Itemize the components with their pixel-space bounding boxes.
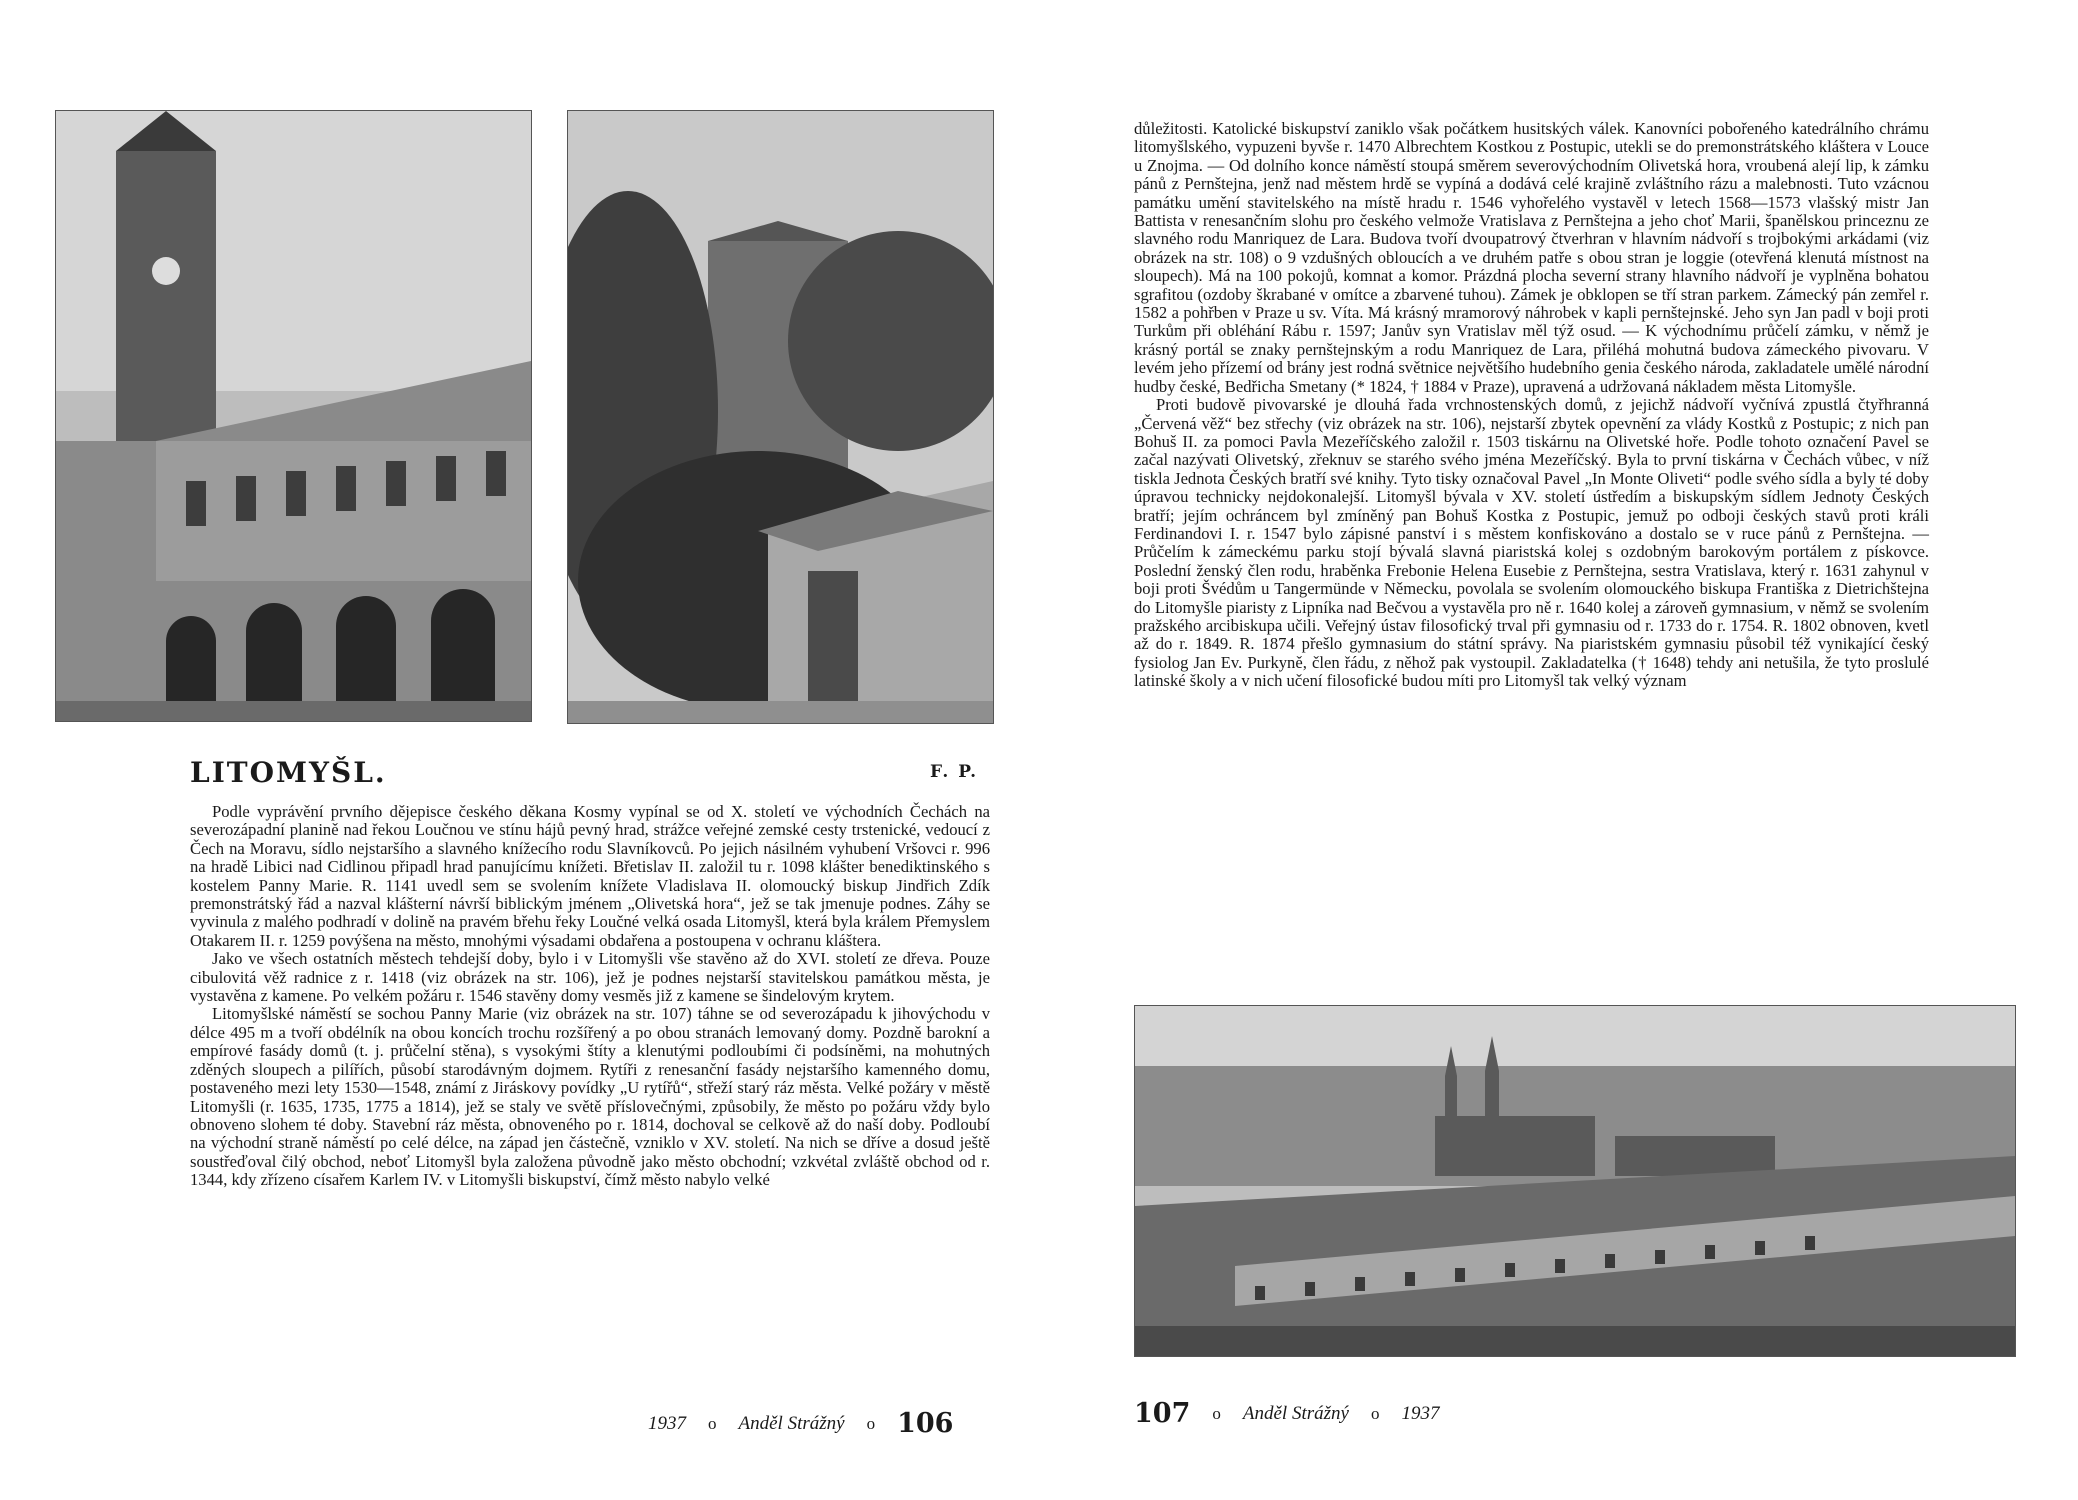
paragraph: Litomyšlské náměstí se sochou Panny Marie (viz obrázek na str. 107) táhne se od severozápadu k jihovýchodu v délce 495 m a tvoří obdélník na obou koncích trochu rozšířený a po obou stranách lemovaný domy. Pozdně barokní a empírové fasády domů (t. j. průčelní stěna), s vysokými štíty a klenutými podloubími či podsíněmi, na mohutných zděných sloupech a pilířích, působí starodávným dojmem. Rytíři z renesanční fasády nejstaršího kamenného domu, postaveného mezi lety 1530—1548, známí z Jiráskovy povídky „U rytířů“, střeží starý ráz města. Velké požáry v městě Litomyšli (r. 1635, 1735, 1775 a 1814), jež se staly ve světě příslovečnými, způsobily, že město po požáru vždy bylo obnoveno slohem té doby. Stavební ráz města, obnoveného po r. 1814, dochoval se celkově až do naší doby. Podloubí na východní straně náměstí po celé délce, na západ jen částečně, vzniklo v XV. století. Na nich se dříve a dosud ještě soustřeďoval čilý obchod, neboť Litomyšl byla založena původně jako město obchodní; vzkvétal zvláště obchod od r. 1344, kdy zřízeno císařem Karlem IV. v Litomyšli biskupství, čímž město nabylo velké [190, 1004, 990, 1190]
left-text-column [190, 803, 990, 1190]
footer-year: 1937 [1401, 1402, 1440, 1424]
paragraph: důležitosti. Katolické biskupství zaniklo však počátkem husitských válek. Kanovníci pobořeného katedrálního chrámu litomyšlského, vypuzeni byvše r. 1470 Albrechtem Kostkou z Postupic, utekli se do premonstrátského kláštera v Louce u Znojma. — Od dolního konce náměstí stoupá směrem severovýchodním Olivetská hora, vroubená alejí lip, k zámku pánů z Pernštejna, jenž nad městem hrdě se vypíná a dodává celé krajině zvláštního rázu a malebnosti. Tuto vzácnou památku umění stavitelského na místě hradu r. 1546 vyhořelého vystavěl v letech 1568—1573 vlašský mistr Jan Battista v renesančním slohu pro českého velmože Vratislava z Pernštejna a jeho choť Marii, španělskou princeznu ze slavného rodu Manriquez de Lara. Budova tvoří dvoupatrový čtverhran v hlavním nádvoří s trojbokými arkádami (viz obrázek na str. 108) o 9 vzdušných obloucích a ve druhém patře s obou stran je loggie (otevřená klenutá místnost na sloupech). Má na 100 pokojů, komnat a komor. Prázdná plocha severní strany hlavního nádvoří je vyplněna bohatou sgrafitou (ozdoby škrabané v omítce a zbarvené tuhou). Zámek je obklopen se tří stran parkem. Zámecký pán zemřel r. 1582 a pohřben v Praze u sv. Víta. Má krásný mramorový náhrobek v kapli pernštejnské. Jeho syn Jan padl v boji proti Turkům při obléhání Rábu r. 1597; Janův syn Vratislav měl týž osud. — K východnímu průčelí zámku, v němž je krásný portál se znaky pernštejnským a rodu Manriquez de Lara, přiléhá mohutná budova zámeckého pivovaru. V levém jeho přízemí od brány jest rodná světnice největšího hudebního genia českého národa, zakladatele umělé národní hudby české, Bedřicha Smetany (* 1824, † 1884 v Praze), upravená a udržovaná nákladem města Litomyšle. [1134, 119, 1929, 396]
footer-publication: Anděl Strážný [1242, 1402, 1349, 1424]
footer-publication: Anděl Strážný [738, 1412, 845, 1434]
footer-year: 1937 [648, 1412, 686, 1434]
footer-right [1134, 1398, 1439, 1429]
paragraph: Podle vyprávění prvního dějepisce českého děkana Kosmy vypínal se od X. století ve východních Čechách na severozápadní planině nad řekou Loučnou ve stínu hájů pevný hrad, strážce veřejné zemské cesty trstenické, vedoucí z Čech na Moravu, sídlo nejstaršího a slavného knížecího rodu Slavníkovců. Po jejich násilném vyhubení Vršovci r. 996 na hradě Libici nad Cidlinou připadl hrad panujícímu knížeti. Břetislav II. založil tu r. 1098 klášter benediktinského s kostelem Panny Marie. R. 1141 uvedl sem se svolením knížete Vladislava II. olomoucký biskup Jindřich Zdík premonstrátský řád a nazval klášterní návrší biblickým jménem „Olivetská hora“, jež se tak jmenuje podnes. Záhy se vyvinula z malého podhradí v dolině na pravém břehu řeky Loučné velká osada Litomyšl, která byla králem Přemyslem Otakarem II. r. 1259 povýšena na město, mnohými výsadami obdařena a postoupena v ochranu kláštera. [190, 802, 990, 950]
townhall-photo [55, 110, 532, 722]
footer-separator: o [866, 1413, 876, 1433]
article-author: F. P. [930, 762, 979, 782]
red-tower-photo [567, 110, 994, 724]
paragraph: Jako ve všech ostatních městech tehdejší doby, bylo i v Litomyšli vše stavěno až do XVI. století ze dřeva. Pouze cibulovitá věž radnice z r. 1418 (viz obrázek na str. 106), jež je podnes nejstarší stavitelskou památkou města, je vystavěna z kamene. Po velkém požáru r. 1546 stavěny domy vesměs již z kamene se šindelovým krytem. [190, 949, 990, 1006]
page-number: 107 [1134, 1398, 1191, 1429]
article-title: LITOMYŠL. [190, 756, 387, 789]
paragraph: Proti budově pivovarské je dlouhá řada vrchnostenských domů, z jejichž nádvoří vyčnívá zpustlá čtyřhranná „Červená věž“ bez střechy (viz obrázek na str. 106), nejstarší zbytek opevnění za vlády Kostků z Postupic; z nich pan Bohuš II. za pomoci Pavla Mezeříčského založil r. 1503 tiskárnu na Olivetské hoře. Podle tohoto označení Pavel se začal nazývati Olivetský, zřeknuv se starého svého jména Mezeříčský. Byla to první tiskárna v Čechách vůbec, v níž tiskla Jednota Českých bratří své knihy. Tyto tisky označoval Pavel „In Monte Oliveti“ podle svého sídla a byly té doby úpravou technicky nejdokonalejší. Litomyšl bývala v XV. století ústředím a biskupským sídlem Jednoty Českých bratří; jejím ochráncem byl zmíněný pan Bohuš Kostka z Postupic, jemuž po odboji českých stavů proti králi Ferdinandovi I. r. 1547 bylo zápisné panství i s městem konfiskováno a dostalo se v ruce pánů z Pernštejna. — Průčelím k zámeckému parku stojí bývalá slavná piaristská kolej s ozdobným barokovým portálem z pískovce. Poslední ženský člen rodu, hraběnka Frebonie Helena Eusebie z Pernštejna, sestra Vratislava, který r. 1631 zahynul v boji proti Švédům u Tangermünde v Německu, povolala se svolením olomouckého biskupa Františka z Dietrichštejna do Litomyšle piaristy z Lipníka nad Bečvou a vystavěla pro ně r. 1640 kolej a zároveň gymnasium, v němž se svolením pražského arcibiskupa učili. Veřejný ústav filosofický trval při gymnasiu od r. 1733 do r. 1754. R. 1802 obnoven, kvetl až do r. 1849. R. 1874 přešlo gymnasium do státní správy. Na piaristském gymnasiu působil též vynikající český fysiolog Jan Ev. Purkyně, člen řádu, z něhož pak vystoupil. Zakladatelka († 1648) tehdy ani netušila, že tyto proslulé latinské školy a v nich učení filosofické budou míti pro Litomyšl tak velký význam [1134, 395, 1929, 691]
footer-separator: o [1212, 1403, 1221, 1423]
town-panorama-photo [1134, 1005, 2016, 1357]
page-number: 106 [897, 1408, 954, 1439]
footer-separator: o [708, 1413, 717, 1433]
right-text-column [1134, 120, 1929, 691]
footer-left [648, 1408, 953, 1439]
footer-separator: o [1370, 1403, 1380, 1423]
